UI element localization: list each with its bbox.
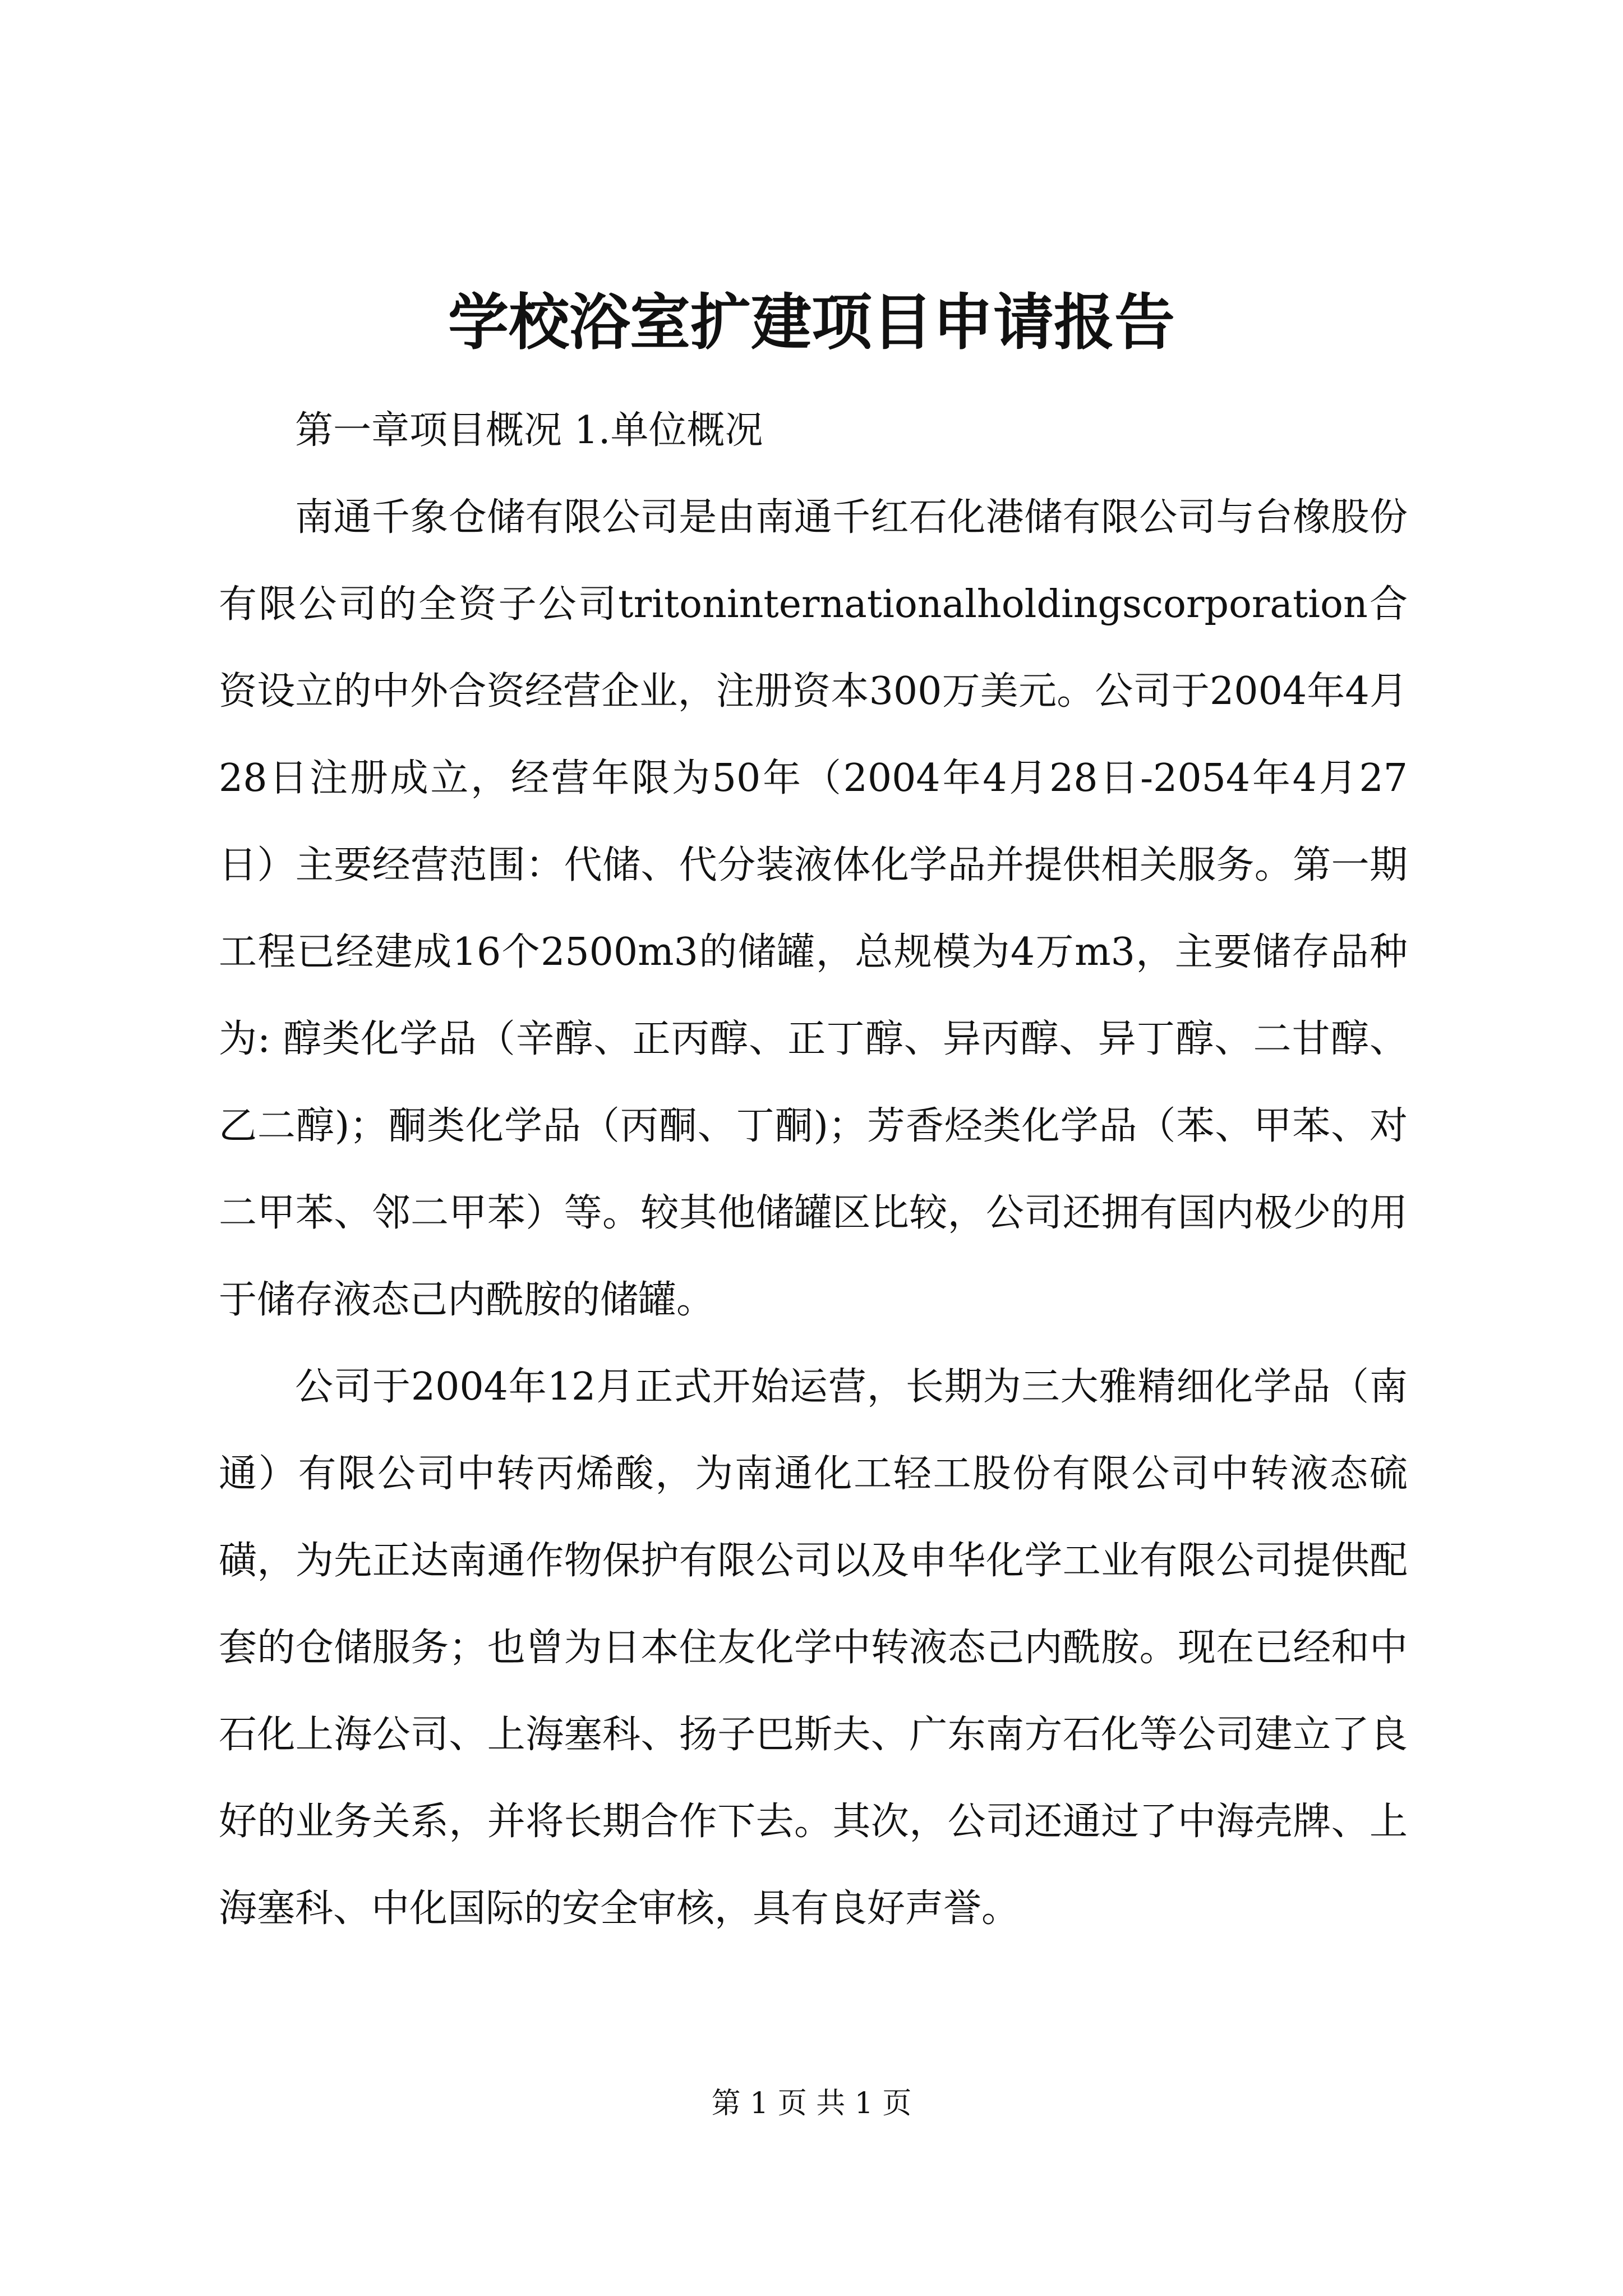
document-title: 学校浴室扩建项目申请报告 [448, 287, 1175, 358]
paragraph-operations: 公司于2004年12月正式开始运营，长期为三大雅精细化学品（南通）有限公司中转丙烯酸，为南通化工轻工股份有限公司中转液态硫磺，为先正达南通作物保护有限公司以及申华化学工业有限公司提供配套的仓储服务；也曾为日本住友化学中转液态己内酰胺。现在已经和中石化上海公司、上海塞科、扬子巴斯夫、广东南方石化等公司建立了良好的业务关系，并将长期合作下去。其次，公司还通过了中海壳牌、上海塞科、中化国际的安全审核，具有良好声誉。 [219, 1365, 1408, 1931]
paragraph-company-overview: 南通千象仓储有限公司是由南通千红石化港储有限公司与台橡股份有限公司的全资子公司tritoninternationalholdingscorporation合资设立的中外合资经营企业，注册资本300万美元。公司于2004年4月28日注册成立，经营年限为50年（2004年4月28日-2054年4月27日）主要经营范围：代储、代分装液体化学品并提供相关服务。第一期工程已经建成16个2500m3的储罐，总规模为4万m3，主要储存品种为: 醇类化学品（辛醇、正丙醇、正丁醇、异丙醇、异丁醇、二甘醇、乙二醇)；酮类化学品（丙酮、丁酮)；芳香烃类化学品（苯、甲苯、对二甲苯、邻二甲苯）等。较其他储罐区比较，公司还拥有国内极少的用于储存液态己内酰胺的储罐。 [219, 495, 1408, 1322]
chapter-heading: 第一章项目概况 1.单位概况 [295, 408, 763, 453]
page-footer: 第 1 页 共 1 页 [711, 2087, 912, 2120]
document-body [219, 387, 1408, 1952]
